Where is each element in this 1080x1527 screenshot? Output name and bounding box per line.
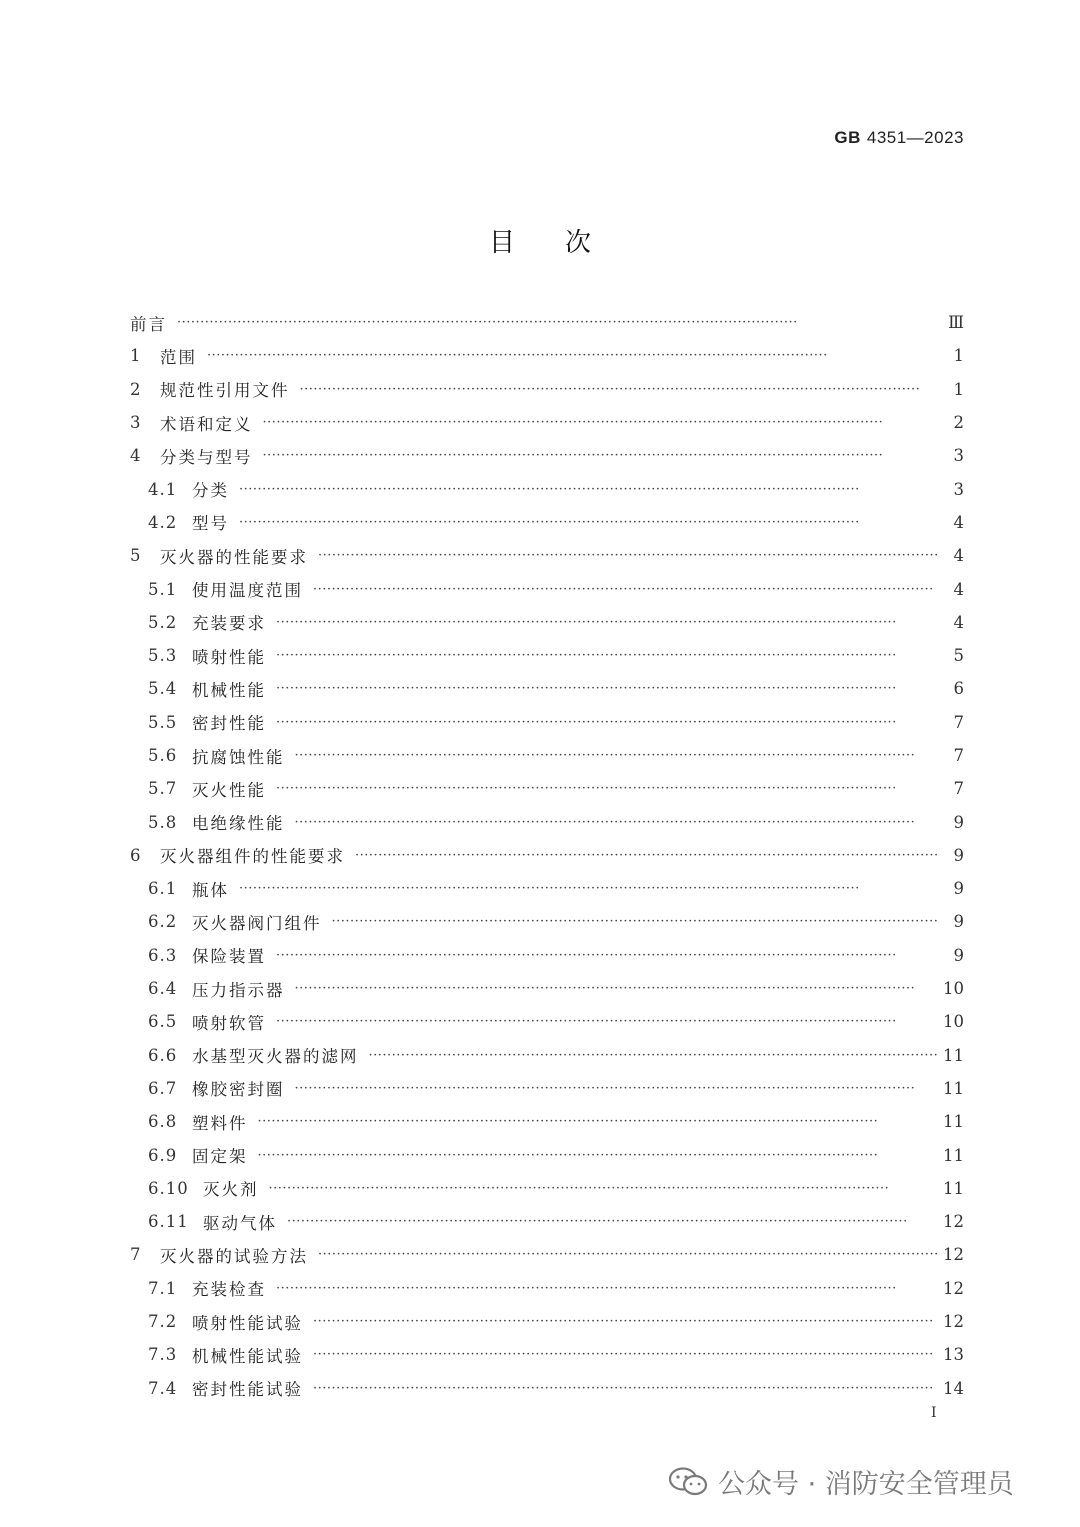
toc-entry[interactable]	[130, 1039, 964, 1072]
page-title: 目次	[488, 228, 641, 258]
toc-entry[interactable]	[130, 572, 964, 605]
toc-leader-dots	[239, 881, 938, 896]
toc-entry-page: 10	[943, 979, 964, 999]
toc-entry-number: 6.8	[148, 1112, 178, 1132]
toc-entry-title: 压力指示器	[192, 980, 285, 1000]
toc-entry-page: 3	[953, 446, 964, 466]
toc-leader-dots	[239, 515, 938, 530]
toc-entry-number: 4	[130, 446, 142, 466]
page-number: Ⅰ	[931, 1405, 937, 1421]
toc-entry-number: 6.10	[148, 1178, 189, 1198]
toc-entry-title: 喷射性能	[192, 647, 266, 667]
toc-leader-dots	[295, 748, 939, 763]
toc-entry-title: 分类	[192, 481, 229, 501]
toc-entry[interactable]	[130, 905, 964, 938]
toc-entry[interactable]	[130, 772, 964, 805]
toc-leader-dots	[313, 1347, 938, 1362]
standard-number	[834, 128, 964, 148]
toc-entry-title: 使用温度范围	[192, 581, 303, 601]
toc-entry-title: 术语和定义	[160, 414, 253, 434]
toc-entry-title: 范围	[160, 347, 197, 367]
toc-entry-number: 4.1	[148, 479, 178, 499]
toc-leader-dots	[276, 781, 938, 796]
toc-entry-number: 5.7	[148, 779, 178, 799]
toc-entry-title: 灭火器阀门组件	[192, 913, 322, 933]
toc-entry-number: 5.6	[148, 746, 178, 765]
toc-leader-dots	[276, 648, 938, 663]
toc-entry-page: 4	[953, 579, 964, 599]
toc-entry-page: 6	[953, 679, 964, 699]
toc-entry-page: 12	[943, 1312, 964, 1332]
watermark	[668, 1462, 1014, 1501]
toc-leader-dots	[276, 948, 938, 963]
toc-entry[interactable]	[130, 1005, 964, 1038]
toc-leader-dots	[258, 1148, 939, 1163]
toc-leader-dots	[239, 482, 938, 497]
toc-entry[interactable]	[130, 1105, 964, 1138]
toc-entry-number: 5.4	[148, 679, 178, 699]
toc-entry-number: 5	[130, 546, 142, 566]
toc-entry-title: 灭火性能	[192, 780, 266, 800]
toc-entry-page: 1	[953, 379, 964, 399]
toc-entry-page: 12	[943, 1245, 964, 1265]
toc-leader-dots	[276, 681, 938, 696]
toc-entry-page: Ⅲ	[948, 313, 964, 333]
toc-entry-title: 驱动气体	[203, 1213, 277, 1233]
toc-leader-dots	[276, 1281, 938, 1296]
toc-entry-number: 7	[130, 1245, 142, 1265]
toc-entry-title: 喷射性能试验	[192, 1313, 303, 1333]
toc-entry[interactable]	[130, 805, 964, 838]
toc-entry-number: 6.1	[148, 879, 178, 899]
toc-entry-number: 6.5	[148, 1012, 178, 1032]
toc-entry-number: 5.3	[148, 646, 178, 666]
toc-entry-title: 电绝缘性能	[192, 814, 285, 834]
toc-entry-title: 灭火器组件的性能要求	[160, 847, 345, 867]
toc-entry[interactable]	[130, 1372, 964, 1405]
toc-entry-page: 4	[953, 546, 964, 566]
toc-entry-page: 12	[943, 1212, 964, 1232]
toc-entry-number: 5.1	[148, 579, 178, 599]
toc-entry[interactable]	[130, 306, 964, 339]
toc-entry-page: 11	[943, 1145, 964, 1165]
toc-leader-dots	[263, 448, 939, 463]
toc-entry-title: 喷射软管	[192, 1013, 266, 1033]
table-of-contents	[130, 306, 964, 1405]
toc-entry-title: 水基型灭火器的滤网	[192, 1047, 359, 1067]
toc-entry[interactable]	[130, 739, 964, 772]
toc-entry-title: 充装要求	[192, 614, 266, 634]
toc-entry-page: 5	[953, 646, 964, 666]
toc-entry-page: 9	[953, 812, 964, 832]
toc-leader-dots	[369, 1048, 939, 1063]
toc-entry[interactable]	[130, 872, 964, 905]
toc-entry-title: 前言	[130, 314, 167, 334]
toc-entry[interactable]	[130, 406, 964, 439]
toc-entry-page: 14	[943, 1378, 964, 1398]
toc-entry-title: 橡胶密封圈	[192, 1080, 285, 1100]
toc-entry-title: 保险装置	[192, 947, 266, 967]
toc-entry[interactable]	[130, 1172, 964, 1205]
toc-entry-page: 11	[943, 1178, 964, 1198]
toc-entry[interactable]	[130, 1138, 964, 1171]
toc-entry[interactable]	[130, 1338, 964, 1371]
toc-entry-number: 1	[130, 346, 142, 366]
toc-entry-number: 5.2	[148, 612, 178, 632]
toc-entry-number: 2	[130, 379, 142, 399]
toc-entry[interactable]	[130, 1305, 964, 1338]
toc-entry[interactable]	[130, 1272, 964, 1305]
toc-leader-dots	[300, 382, 939, 397]
toc-entry-page: 9	[953, 912, 964, 932]
toc-leader-dots	[276, 615, 938, 630]
toc-entry-number: 6.11	[148, 1212, 189, 1232]
toc-entry-page: 11	[943, 1078, 964, 1098]
toc-entry-title: 机械性能	[192, 680, 266, 700]
toc-leader-dots	[355, 848, 938, 863]
toc-entry-page: 12	[943, 1278, 964, 1298]
toc-leader-dots	[287, 1214, 938, 1229]
toc-leader-dots	[332, 914, 939, 929]
toc-leader-dots	[258, 1114, 939, 1129]
toc-entry-title: 机械性能试验	[192, 1346, 303, 1366]
toc-entry-number: 5.8	[148, 812, 178, 832]
toc-entry-title: 瓶体	[192, 880, 229, 900]
toc-entry[interactable]	[130, 972, 964, 1005]
toc-entry-number: 6.4	[148, 979, 178, 999]
toc-entry-title: 塑料件	[192, 1113, 248, 1133]
toc-leader-dots	[318, 548, 938, 563]
toc-entry-title: 灭火器的性能要求	[160, 547, 308, 567]
toc-entry-page: 7	[953, 779, 964, 799]
toc-leader-dots	[269, 1181, 939, 1196]
toc-entry[interactable]	[130, 706, 964, 739]
toc-entry-page: 9	[953, 879, 964, 899]
toc-entry-page: 7	[953, 746, 964, 765]
toc-leader-dots	[263, 415, 939, 430]
toc-leader-dots	[313, 1314, 938, 1329]
standard-code: 4351—2023	[866, 128, 964, 147]
toc-entry-page: 9	[953, 945, 964, 965]
standard-prefix: GB	[834, 128, 861, 147]
toc-entry-number: 4.2	[148, 512, 178, 532]
toc-entry-page: 13	[943, 1345, 964, 1365]
toc-entry-number: 6.6	[148, 1045, 178, 1065]
toc-entry[interactable]	[130, 939, 964, 972]
toc-entry-number: 7.4	[148, 1378, 178, 1398]
toc-entry-number: 6.3	[148, 945, 178, 965]
toc-entry-number: 6.7	[148, 1078, 178, 1098]
toc-entry[interactable]	[130, 373, 964, 406]
toc-entry-title: 灭火器的试验方法	[160, 1246, 308, 1266]
toc-entry-title: 灭火剂	[203, 1180, 259, 1200]
toc-entry-page: 4	[953, 512, 964, 532]
watermark-text: 公众号 · 消防安全管理员	[718, 1469, 1014, 1500]
toc-entry[interactable]	[130, 339, 964, 372]
toc-leader-dots	[318, 1247, 938, 1262]
toc-entry-number: 6.2	[148, 912, 178, 932]
toc-entry-page: 10	[943, 1012, 964, 1032]
toc-entry-title: 密封性能	[192, 714, 266, 734]
toc-entry-title: 规范性引用文件	[160, 381, 290, 401]
toc-entry-page: 1	[953, 346, 964, 366]
toc-leader-dots	[207, 348, 938, 363]
toc-entry-title: 固定架	[192, 1147, 248, 1167]
toc-leader-dots	[313, 1381, 938, 1396]
wechat-icon	[668, 1467, 708, 1497]
toc-entry[interactable]	[130, 839, 964, 872]
toc-leader-dots	[313, 582, 938, 597]
toc-entry[interactable]	[130, 639, 964, 672]
toc-entry-page: 7	[953, 712, 964, 732]
toc-entry-page: 4	[953, 612, 964, 632]
toc-entry-title: 抗腐蚀性能	[192, 747, 285, 767]
toc-entry[interactable]	[130, 1238, 964, 1271]
toc-entry-number: 6.9	[148, 1145, 178, 1165]
toc-entry-title: 分类与型号	[160, 447, 253, 467]
toc-entry-number: 3	[130, 413, 142, 433]
toc-entry-page: 2	[953, 413, 964, 433]
toc-entry[interactable]	[130, 439, 964, 472]
toc-entry-title: 型号	[192, 514, 229, 534]
toc-leader-dots	[276, 715, 938, 730]
toc-entry[interactable]	[130, 1205, 964, 1238]
toc-leader-dots	[177, 315, 938, 330]
toc-entry[interactable]	[130, 472, 964, 505]
toc-entry[interactable]	[130, 1072, 964, 1105]
toc-entry-number: 6	[130, 845, 142, 865]
toc-leader-dots	[276, 1014, 938, 1029]
toc-entry-number: 7.1	[148, 1278, 178, 1298]
toc-entry-page: 9	[953, 845, 964, 865]
toc-entry-page: 11	[943, 1112, 964, 1132]
toc-entry-title: 密封性能试验	[192, 1380, 303, 1400]
toc-leader-dots	[295, 815, 939, 830]
toc-leader-dots	[295, 1081, 939, 1096]
toc-entry[interactable]	[130, 606, 964, 639]
toc-entry-number: 5.5	[148, 712, 178, 732]
toc-entry-page: 3	[953, 479, 964, 499]
toc-entry[interactable]	[130, 672, 964, 705]
toc-entry-title: 充装检查	[192, 1280, 266, 1300]
toc-entry-number: 7.2	[148, 1312, 178, 1332]
toc-entry-page: 11	[943, 1045, 964, 1065]
toc-entry[interactable]	[130, 506, 964, 539]
toc-entry-number: 7.3	[148, 1345, 178, 1365]
toc-entry[interactable]	[130, 539, 964, 572]
toc-leader-dots	[295, 981, 939, 996]
